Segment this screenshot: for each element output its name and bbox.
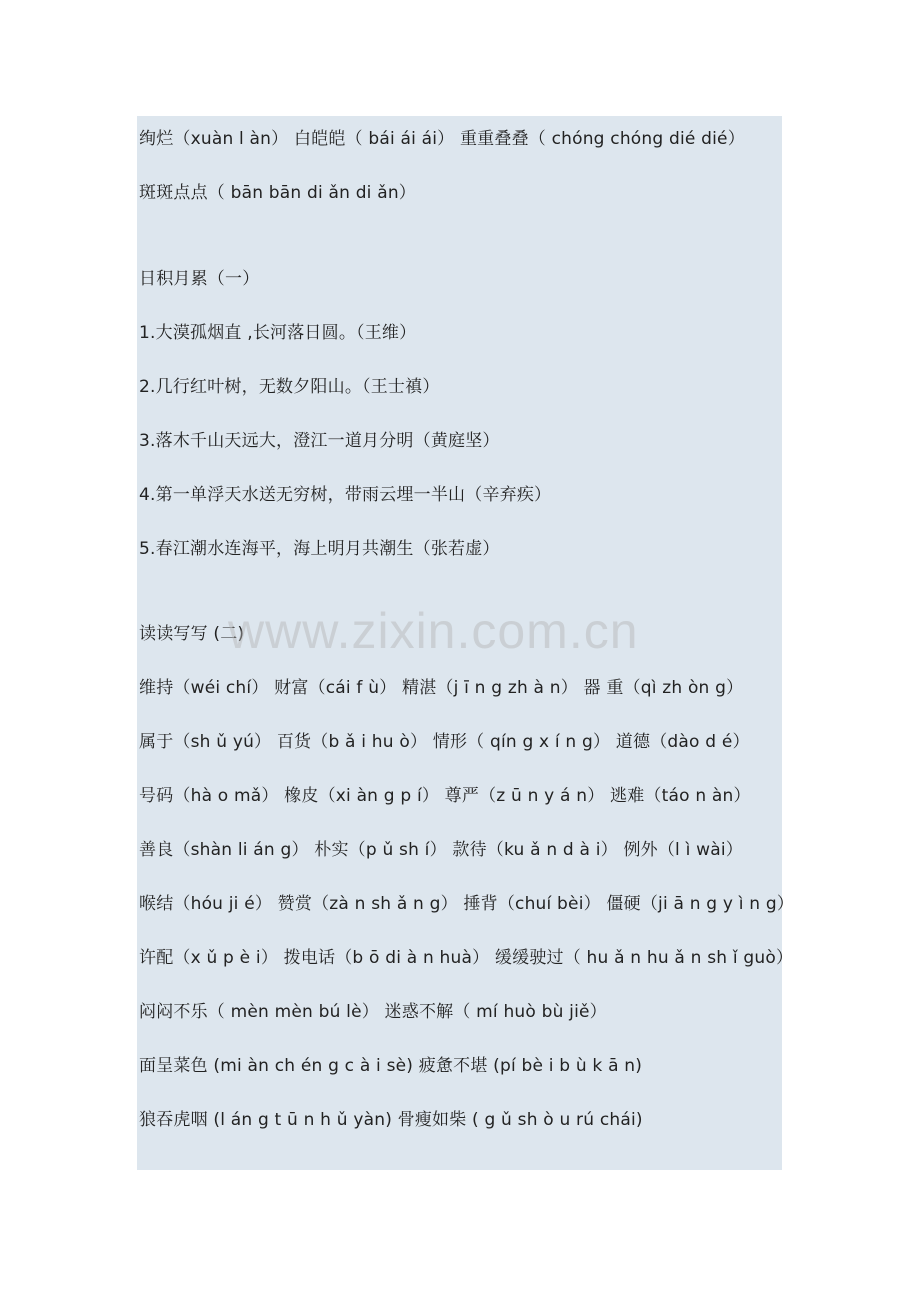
vocab-line-2: 斑斑点点（ bān bān di ǎn di ǎn） bbox=[139, 183, 417, 203]
section-title-read-write: 读读写写 (二) bbox=[139, 624, 245, 644]
vocab-line-1: 绚烂（xuàn l àn） 白皑皑（ bái ái ái） 重重叠叠（ chóng chóng dié dié） bbox=[139, 129, 745, 149]
section-title-accumulation: 日积月累（一） bbox=[139, 269, 260, 289]
word-line-5: 喉结（hóu ji é） 赞赏（zà n sh ǎ n g） 捶背（chuí bèi） 僵硬（ji ā n g y ì n g） bbox=[139, 894, 795, 914]
word-line-1: 维持（wéi chí） 财富（cái f ù） 精湛（j ī n g zh à n） 器 重（qì zh òn g） bbox=[139, 678, 744, 698]
watermark: www.zixin.com.cn bbox=[228, 603, 639, 659]
poem-line-1: 1.大漠孤烟直 ,长河落日圆。（王维） bbox=[139, 323, 417, 343]
poem-line-3: 3.落木千山天远大，澄江一道月分明（黄庭坚） bbox=[139, 431, 500, 451]
poem-line-4: 4.第一单浮天水送无穷树，带雨云埋一半山（辛弃疾） bbox=[139, 485, 552, 505]
word-line-9: 狼吞虎咽 (l án g t ū n h ǔ yàn) 骨瘦如柴 ( g ǔ sh ò u rú chái) bbox=[139, 1110, 643, 1130]
word-line-7: 闷闷不乐（ mèn mèn bú lè） 迷惑不解（ mí huò bù jiě） bbox=[139, 1002, 607, 1022]
poem-line-5: 5.春江潮水连海平，海上明月共潮生（张若虚） bbox=[139, 539, 500, 559]
word-line-4: 善良（shàn li án g） 朴实（p ǔ sh í） 款待（ku ǎ n d à i） 例外（l ì wài） bbox=[139, 840, 743, 860]
word-line-2: 属于（sh ǔ yú） 百货（b ǎ i hu ò） 情形（ qín g x í n g） 道德（dào d é） bbox=[139, 732, 750, 752]
poem-line-2: 2.几行红叶树，无数夕阳山。（王士禛） bbox=[139, 377, 440, 397]
word-line-8: 面呈菜色 (mi àn ch én g c à i sè) 疲惫不堪 (pí bè i b ù k ā n) bbox=[139, 1056, 643, 1076]
word-line-6: 许配（x ǔ p è i） 拨电话（b ō di à n huà） 缓缓驶过（ hu ǎ n hu ǎ n sh ǐ guò） bbox=[139, 948, 794, 968]
word-line-3: 号码（hà o mǎ） 橡皮（xi àn g p í） 尊严（z ū n y á n） 逃难（táo n àn） bbox=[139, 786, 751, 806]
